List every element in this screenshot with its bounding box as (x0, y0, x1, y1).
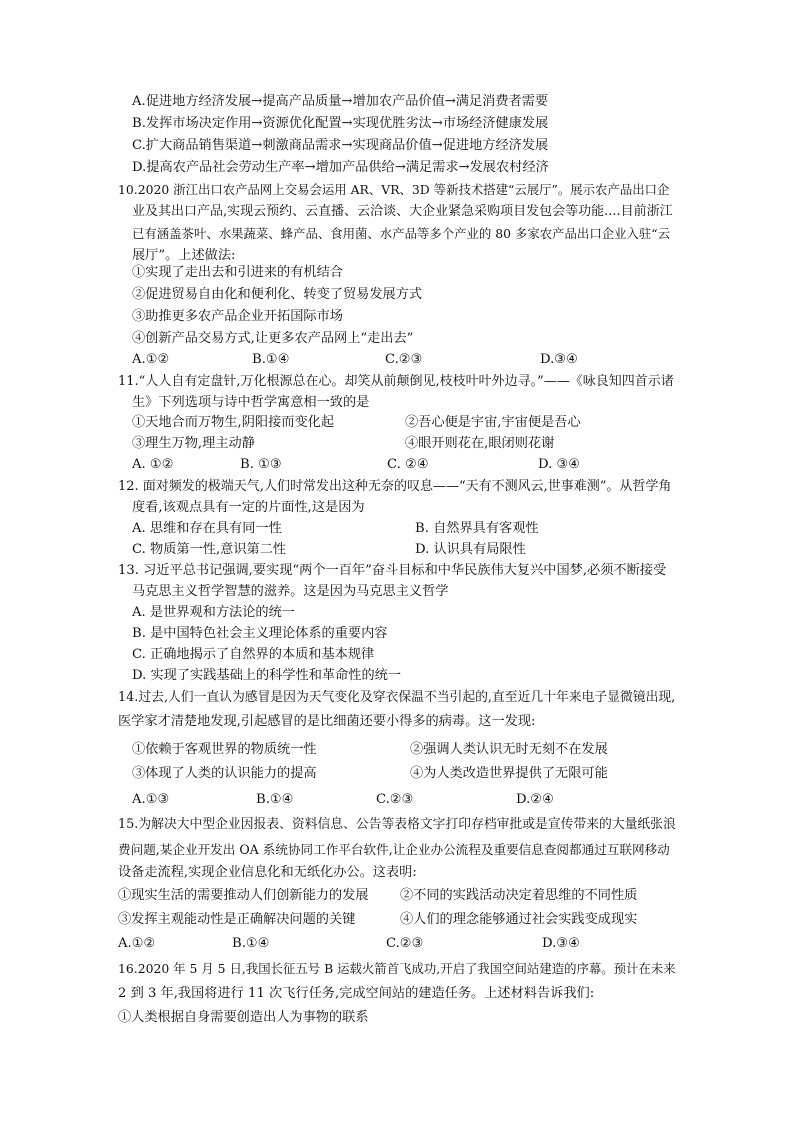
choice-a: A.①② (132, 352, 170, 367)
statement-3: ③体现了人类的认识能力的提高 (132, 766, 317, 781)
choice-c: C.②③ (385, 352, 423, 367)
choice-c: C. 物质第一性,意识第二性 (132, 542, 287, 557)
question-stem-line: 10.2020 浙江出口农产品网上交易会运用 AR、VR、3D 等新技术搭建“云展厅”。展示农产品出口企 (118, 182, 670, 197)
question-stem-line: 11.“人人自有定盘针,万化根源总在心。却笑从前颠倒见,枝枝叶叶外边寻。”——《咏良知四首示诸 (118, 374, 674, 389)
choice-b: B.①④ (256, 792, 294, 807)
statement-2: ②强调人类认识无时无刻不在发展 (410, 742, 608, 757)
question-stem-line: 业及其出口产品,实现云预约、云直播、云洽谈、大企业紧急采购项目发包会等功能....目前浙江 (132, 204, 673, 219)
statement-1: ①依赖于客观世界的物质统一性 (132, 742, 317, 757)
choice-b: B. 自然界具有客观性 (415, 521, 539, 536)
choice-a: A. 思维和存在具有同一性 (132, 521, 282, 536)
option-a: A.促进地方经济发展→提高产品质量→增加农产品价值→满足消费者需要 (132, 94, 549, 109)
statement-3: ③发挥主观能动性是正确解决问题的关键 (118, 912, 356, 927)
choice-d: D.③④ (542, 936, 580, 951)
statement-2: ②不同的实践活动决定着思维的不同性质 (400, 888, 638, 903)
statement-1: ①人类根据自身需要创造出人为事物的联系 (118, 1010, 369, 1025)
choice-c: C. ②④ (387, 457, 429, 472)
statement-4: ④创新产品交易方式,让更多农产品网上“走出去” (132, 331, 414, 346)
question-stem-line: 13. 习近平总书记强调,要实现“两个一百年”奋斗目标和中华民族伟大复兴中国梦,必须不断接受 (118, 563, 667, 578)
question-stem-line: 已有涵盖茶叶、水果蔬菜、蜂产品、食用菌、水产品等多个产业的 80 多家农产品出口企业入驻“云 (132, 226, 670, 241)
choice-d: D. 实现了实践基础上的科学性和革命性的统一 (132, 668, 402, 683)
option-d: D.提高农产品社会劳动生产率→增加产品供给→满足需求→发展农村经济 (132, 160, 549, 175)
statement-2: ②吾心便是宇宙,宇宙便是吾心 (405, 415, 581, 430)
choice-c: C.②③ (386, 936, 424, 951)
question-stem-line: 展厅”。上述做法: (132, 248, 236, 263)
choice-a: A. 是世界观和方法论的统一 (132, 605, 295, 620)
question-stem-line: 2 到 3 年,我国将进行 11 次飞行任务,完成空间站的建造任务。上述材料告诉我们: (118, 986, 595, 1001)
choice-a: A.①② (118, 936, 156, 951)
choice-b: B. ①③ (240, 457, 282, 472)
question-stem-line: 15.为解决大中型企业因报表、资料信息、公告等表格文字打印存档审批或是宣传带来的大量纸张浪 (118, 817, 676, 832)
statement-4: ④眼开则花在,眼闭则花谢 (405, 436, 555, 451)
choice-b: B.①④ (232, 936, 270, 951)
choice-d: D.②④ (516, 792, 554, 807)
choice-a: A.①③ (132, 792, 170, 807)
question-stem-line: 度看,该观点具有一定的片面性,这是因为 (132, 500, 365, 515)
statement-1: ①实现了走出去和引进来的有机结合 (132, 265, 343, 280)
question-stem-line: 生》下列选项与诗中哲学寓意相一致的是 (132, 395, 370, 410)
statement-4: ④为人类改造世界提供了无限可能 (410, 766, 608, 781)
question-stem-line: 16.2020 年 5 月 5 日,我国长征五号 B 运载火箭首飞成功,开启了我国空间站建造的序幕。预计在未来 (118, 961, 676, 976)
statement-2: ②促进贸易自由化和便利化、转变了贸易发展方式 (132, 287, 423, 302)
statement-1: ①现实生活的需要推动人们创新能力的发展 (118, 888, 369, 903)
question-stem-line: 12. 面对频发的极端天气,人们时常发出这种无奈的叹息——“天有不测风云,世事难测”。从哲学角 (118, 479, 672, 494)
question-stem-line: 医学家才清楚地发现,引起感冒的是比细菌还要小得多的病毒。这一发现: (118, 714, 536, 729)
question-stem-line: 设备走流程,实现企业信息化和无纸化办公。这表明: (118, 865, 417, 880)
statement-3: ③理生万物,理主动静 (132, 436, 255, 451)
question-stem-line: 马克思主义哲学智慧的滋养。这是因为马克思主义哲学 (132, 584, 449, 599)
option-b: B.发挥市场决定作用→资源优化配置→实现优胜劣汰→市场经济健康发展 (132, 116, 549, 131)
choice-c: C. 正确地揭示了自然界的本质和基本规律 (132, 647, 375, 662)
statement-3: ③助推更多农产品企业开拓国际市场 (132, 309, 343, 324)
choice-a: A. ①② (132, 457, 174, 472)
choice-d: D. ③④ (538, 457, 581, 472)
choice-b: B.①④ (252, 352, 290, 367)
choice-d: D.③④ (540, 352, 578, 367)
choice-b: B. 是中国特色社会主义理论体系的重要内容 (132, 626, 388, 641)
question-stem-line: 费问题,某企业开发出 OA 系统协同工作平台软件,让企业办公流程及重要信息查阅都通过互联网移动 (118, 842, 670, 857)
statement-1: ①天地合而万物生,阴阳接而变化起 (132, 415, 335, 430)
statement-4: ④人们的理念能够通过社会实践变成现实 (400, 912, 638, 927)
option-c: C.扩大商品销售渠道→刺激商品需求→实现商品价值→促进地方经济发展 (132, 138, 549, 153)
choice-c: C.②③ (376, 792, 414, 807)
question-stem-line: 14.过去,人们一直认为感冒是因为天气变化及穿衣保温不当引起的,直至近几十年来电子显微镜出现, (118, 690, 676, 705)
choice-d: D. 认识具有局限性 (415, 542, 526, 557)
